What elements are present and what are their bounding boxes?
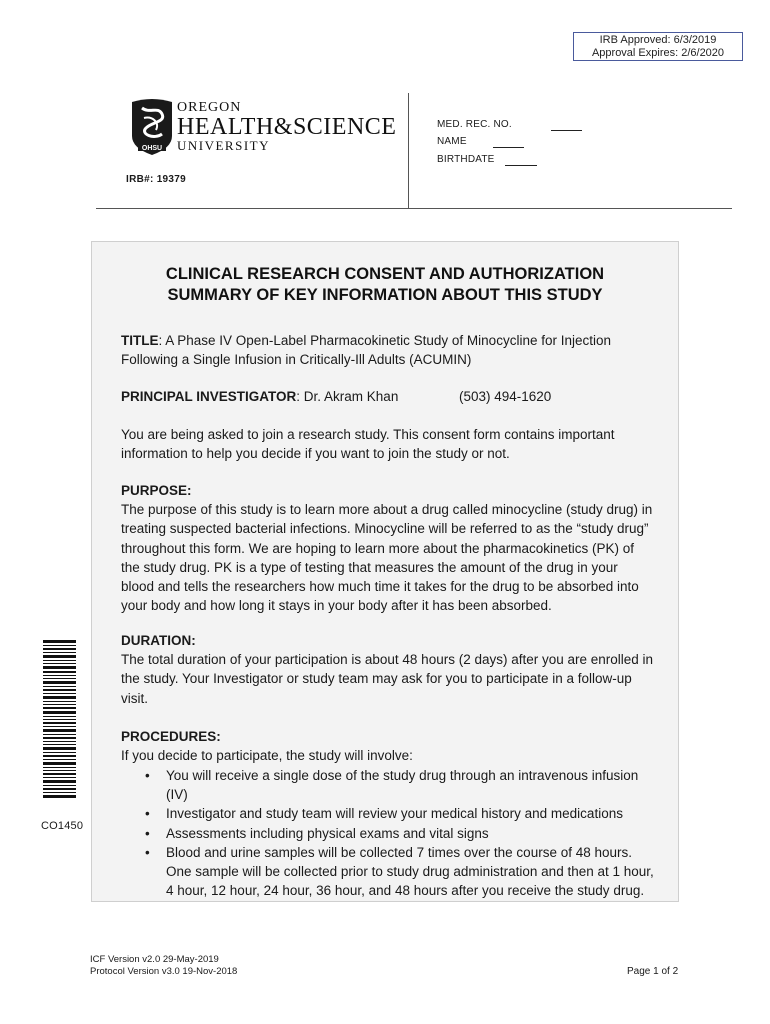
logo-wordmark [177,100,396,153]
header-divider-horizontal [96,208,732,209]
birthdate-field[interactable] [505,165,537,166]
name-field[interactable] [493,147,524,148]
list-item-line: 4 hour, 12 hour, 24 hour, 36 hour, and 48 hours after you receive the study drug. [166,883,645,899]
study-title-text-line2: Following a Single Infusion in Critically-Ill Adults (ACUMIN) [121,352,472,368]
purpose-line: blood and tells the researchers how much time it takes for the drug to be absorbed into [121,579,639,595]
pi-phone: (503) 494-1620 [459,389,552,404]
list-item-line: • Blood and urine samples will be collected 7 times over the course of 48 hours. [166,844,633,860]
summary-title-line1: CLINICAL RESEARCH CONSENT AND AUTHORIZATION [165,265,605,283]
icf-version: ICF Version v2.0 29-May-2019 [90,954,219,965]
irb-approval-expires: Approval Expires: 2/6/2020 [591,47,725,59]
study-title-text-line1: : A Phase IV Open-Label Pharmacokinetic Study of Minocycline for Injection [158,333,611,348]
irb-number: IRB#: 19379 [126,174,186,185]
summary-title [91,264,679,306]
list-item [145,824,675,843]
intro-line: information to help you decide if you want to join the study or not. [121,446,510,462]
logo-line-health-science: HEALTH&SCIENCE [177,114,397,140]
duration-section [121,631,671,708]
irb-approval-stamp [573,32,743,61]
ohsu-seal-text: OHSU [141,145,163,152]
study-title-label: TITLE [121,333,159,348]
document-barcode [43,640,76,800]
duration-line: the study. Your Investigator or study team may ask for you to participate in a follow-up [121,671,632,687]
purpose-section [121,481,671,615]
list-item-line: • Assessments including physical exams and vital signs [166,825,489,841]
principal-investigator [121,387,398,406]
procedures-intro: If you decide to participate, the study will involve: [121,748,413,764]
list-item [145,766,675,804]
purpose-heading: PURPOSE: [121,483,192,498]
list-item-line: One sample will be collected prior to study drug administration and then at 1 hour, [166,864,654,880]
protocol-version: Protocol Version v3.0 19-Nov-2018 [90,966,238,977]
study-title [121,331,671,369]
list-item-line: • You will receive a single dose of the study drug through an intravenous infusion [166,768,639,783]
pi-name: : Dr. Akram Khan [296,389,399,404]
list-item [145,843,675,901]
purpose-line: the study drug. PK is a type of testing that measures the amount of the drug in your [121,559,618,575]
logo-line-oregon: OREGON [177,100,242,115]
procedures-heading: PROCEDURES: [121,729,221,744]
list-item-line: (IV) [166,787,188,803]
pi-label: PRINCIPAL INVESTIGATOR [121,389,297,404]
list-item-line: • Investigator and study team will review your medical history and medications [166,806,623,822]
ohsu-seal-icon [130,96,174,156]
procedures-list [145,766,675,900]
purpose-line: throughout this form. We are hoping to learn more about the pharmacokinetics (PK) of [121,540,635,556]
name-label: NAME [437,136,467,147]
purpose-line: your body and how long it stays in your body after it has been absorbed. [121,598,552,614]
irb-approved-date: IRB Approved: 6/3/2019 [599,34,717,46]
intro-paragraph [121,425,671,463]
logo-line-university: UNIVERSITY [177,138,270,153]
procedures-section [121,727,671,765]
page-number: Page 1 of 2 [627,966,679,977]
duration-line: The total duration of your participation is about 48 hours (2 days) after you are enrolled in [121,652,654,668]
summary-title-line2: SUMMARY OF KEY INFORMATION ABOUT THIS STUDY [167,286,603,304]
document-code: CO1450 [41,820,84,832]
med-rec-no-field[interactable] [551,130,582,131]
duration-line: visit. [121,690,148,706]
duration-heading: DURATION: [121,633,196,648]
intro-line: You are being asked to join a research study. This consent form contains important [121,427,615,442]
header-divider-vertical [408,93,409,209]
list-item [145,804,675,823]
footer-versions [90,954,237,978]
ohsu-logo [130,96,397,158]
med-rec-no-label: MED. REC. NO. [437,119,512,130]
purpose-line: treating suspected bacterial infections. Minocycline will be referred to as the “study drug” [121,521,649,537]
birthdate-label: BIRTHDATE [437,154,495,165]
purpose-line: The purpose of this study is to learn more about a drug called minocycline (study drug) in [121,502,653,518]
